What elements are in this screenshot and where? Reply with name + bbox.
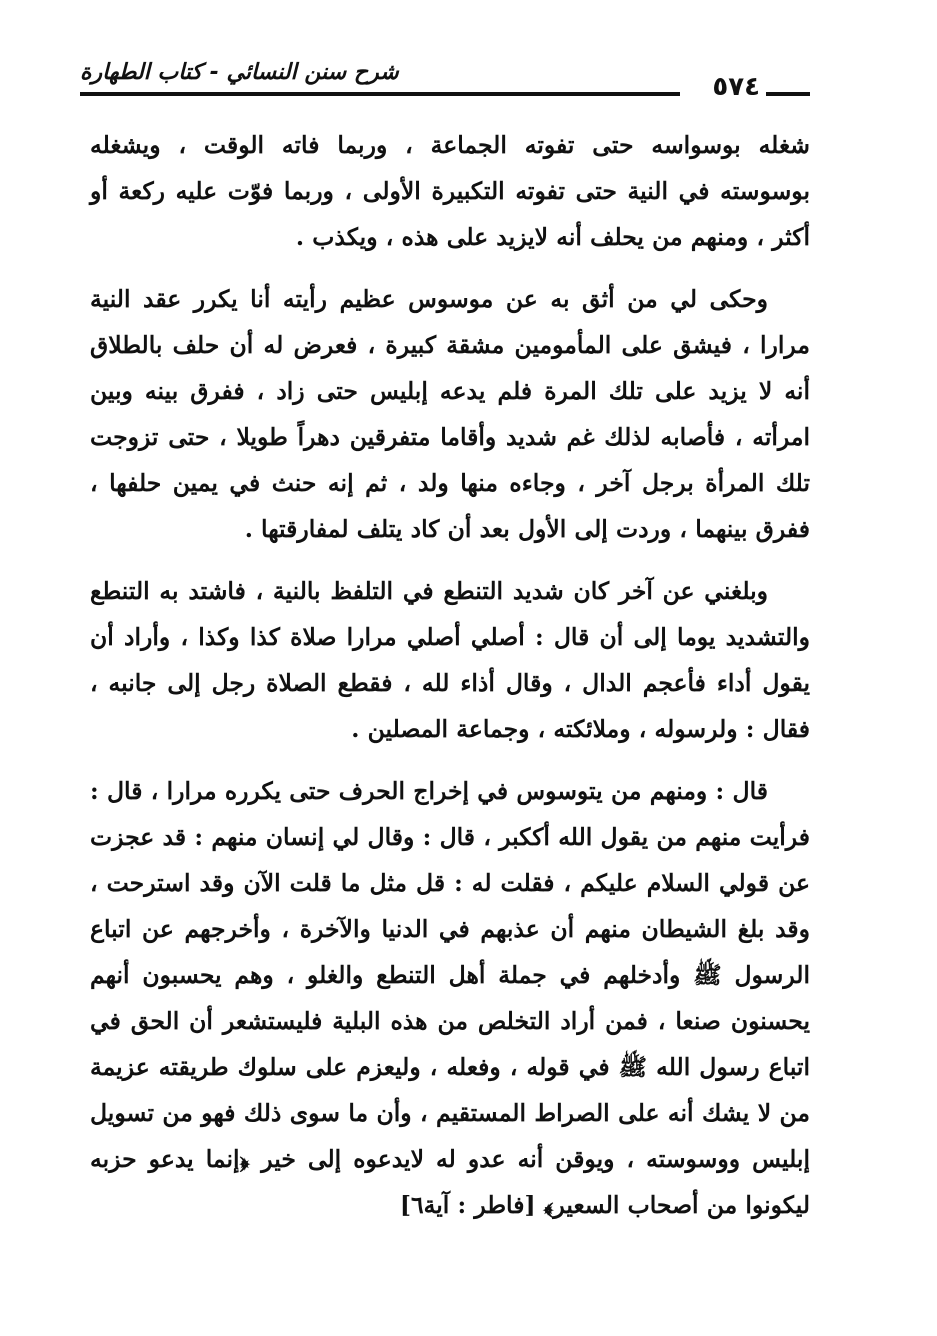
paragraph-2: وحكى لي من أثق به عن موسوس عظيم رأيته أنا يكرر عقد النية مرارا ، فيشق على المأمومين مشقة كبيرة ، فعرض له أن حلف بالطلاق أنه لا يزيد على تلك المرة فلم يدعه إبليس حتى زاد ، ففرق بينه وبين امرأته ، فأصابه لذلك غم شديد وأقاما متفرقين دهراً طويلا ، حتى تزوجت تلك المرأة برجل آخر ، وجاءه منها ولد ، ثم إنه حنث في يمين حلفها ، ففرق بينهما ، وردت إلى الأول بعد أن كاد يتلف لمفارقتها .	[90, 285, 810, 543]
page-number: ٥٧٤	[712, 72, 760, 102]
page-header	[80, 58, 810, 102]
header-rule	[80, 92, 680, 96]
page-number-dash	[766, 92, 810, 96]
body-text	[90, 122, 810, 1228]
running-title: شرح سنن النسائي - كتاب الطهارة	[80, 60, 399, 85]
paragraph-1: شغله بوسواسه حتى تفوته الجماعة ، وربما فاته الوقت ، ويشغله بوسوسته في النية حتى تفوته التكبيرة الأولى ، وربما فوّت عليه ركعة أو أكثر ، ومنهم من يحلف أنه لايزيد على هذه ، ويكذب .	[90, 131, 810, 251]
paragraph-4: قال : ومنهم من يتوسوس في إخراج الحرف حتى يكرره مرارا ، قال : فرأيت منهم من يقول الله أككبر ، قال : وقال لي إنسان منهم : قد عجزت عن قولي السلام عليكم ، فقلت له : قل مثل ما قلت الآن وقد استرحت ، وقد بلغ الشيطان منهم أن عذبهم في الدنيا والآخرة ، وأخرجهم عن اتباع الرسول ﷺ وأدخلهم في جملة أهل التنطع والغلو ، وهم يحسبون أنهم يحسنون صنعا ، فمن أراد التخلص من هذه البلية فليستشعر أن الحق في اتباع رسول الله ﷺ في قوله ، وفعله ، وليعزم على سلوك طريقته عزيمة من لا يشك أنه على الصراط المستقيم ، وأن ما سوى ذلك فهو من تسويل إبليس ووسوسته ، ويوقن أنه عدو له لايدعوه إلى خير ﴿إنما يدعو حزبه ليكونوا من أصحاب السعير﴾ [فاطر : آية٦]	[90, 777, 810, 1219]
paragraph-3: وبلغني عن آخر كان شديد التنطع في التلفظ بالنية ، فاشتد به التنطع والتشديد يوما إلى أن قال : أصلي أصلي مرارا صلاة كذا وكذا ، وأراد أن يقول أداء فأعجم الدال ، وقال أذاء لله ، فقطع الصلاة رجل إلى جانبه ، فقال : ولرسوله ، وملائكته ، وجماعة المصلين .	[90, 577, 810, 743]
